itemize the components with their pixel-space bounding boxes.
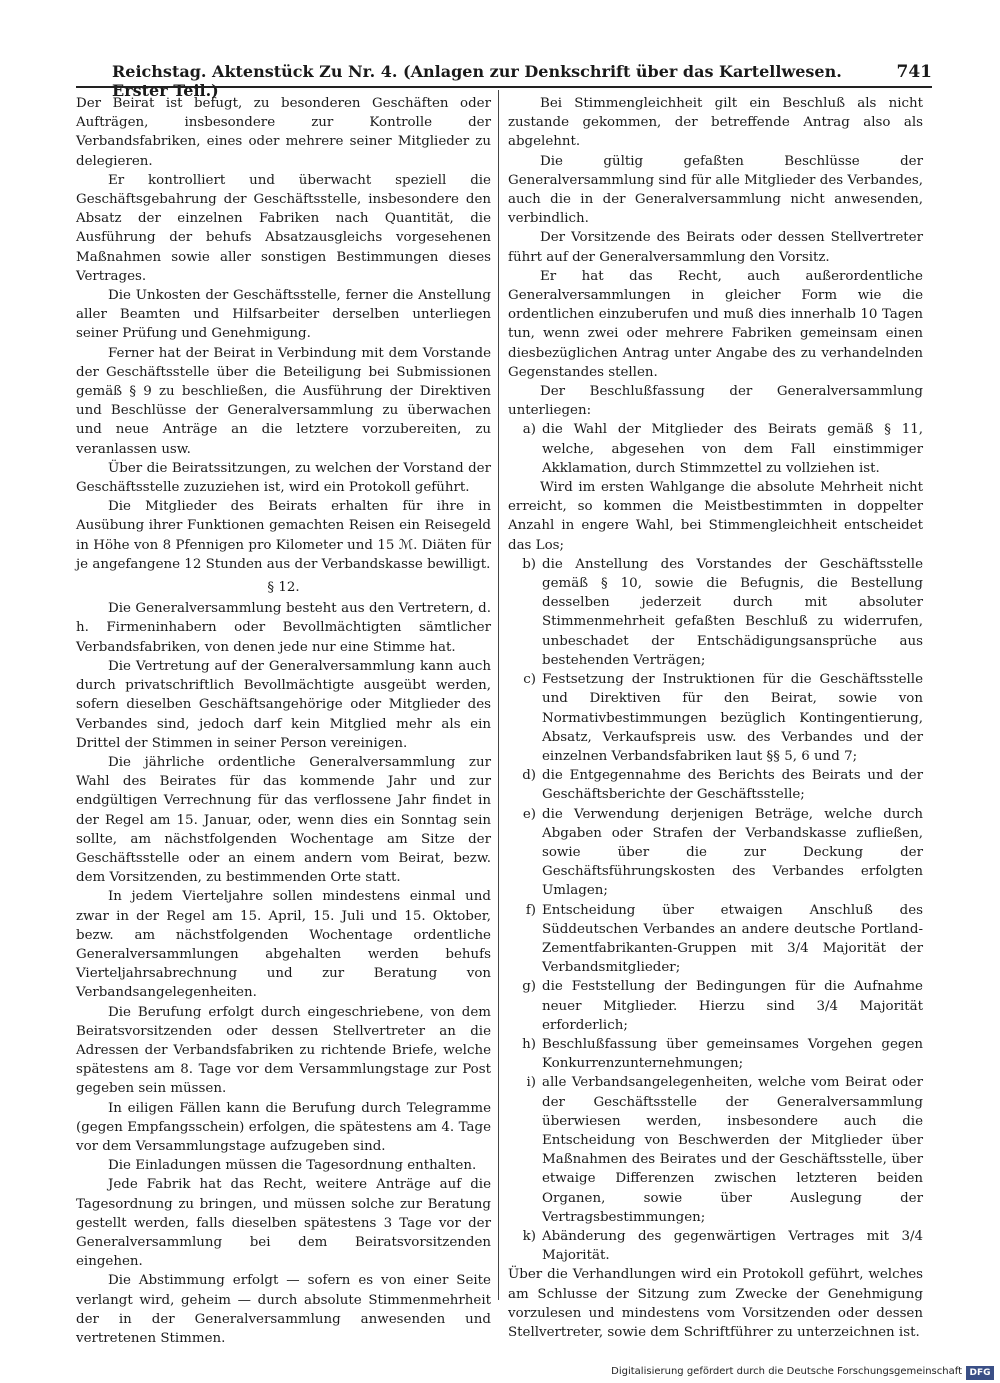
list-item-text: die Verwendung derjenigen Beträge, welche durch Abgaben oder Strafen der Verbandskasse zufließen, sowie über die zur Deckung der Geschäftsführungskosten des Verbandes erfolgten Umlagen;: [542, 806, 923, 899]
paragraph: Die jährliche ordentliche Generalversammlung zur Wahl des Beirates für das kommende Jahr und zur endgültigen Verrechnung für das verflossene Jahr findet in der Regel am 15. Januar, oder, wenn dies ein Sonntag sein sollte, am nächstfolgenden Wochentage am Sitze der Geschäftsstelle oder an einem andern vom Beirat, bezw. dem Vorsitzenden, zu bestimmenden Orte statt.: [76, 754, 491, 886]
paragraph: Die Vertretung auf der Generalversammlung kann auch durch privatschriftlich Bevollmächtigte ausgeübt werden, sofern dieselben Geschäftsangehörige oder Mitglieder des Verbandes sind, jedoch darf kein Mitglied mehr als ein Drittel der Stimmen in seiner Person vereinigen.: [76, 658, 491, 751]
list-item-text: Beschlußfassung über gemeinsames Vorgehen gegen Konkurrenzunternehmungen;: [542, 1036, 923, 1072]
paragraph: Der Vorsitzende des Beirats oder dessen Stellvertreter führt auf der Generalversammlung den Vorsitz.: [508, 230, 923, 265]
list-item-marker: a): [522, 422, 536, 438]
paragraph: Bei Stimmengleichheit gilt ein Beschluß als nicht zustande gekommen, der betreffende Antrag also als abgelehnt.: [508, 96, 923, 150]
section-heading: § 12.: [267, 580, 300, 596]
paragraph: Die Mitglieder des Beirats erhalten für ihre in Ausübung ihrer Funktionen gemachten Reisen ein Reisegeld in Höhe von 8 Pfennigen pro Kilometer und 15 ℳ. Diäten für je angefangene 12 Stunden aus der Verbandskasse bewilligt.: [76, 499, 491, 572]
footer: [0, 1366, 1000, 1382]
paragraph: Die Einladungen müssen die Tagesordnung enthalten.: [108, 1158, 477, 1174]
list-item-text: Entscheidung über etwaigen Anschluß des Süddeutschen Verbandes an andere deutsche Portland-Zementfabrikanten-Gruppen mit 3/4 Majorität der Verbandsmitglieder;: [542, 902, 923, 976]
list-item: [508, 555, 923, 670]
right-column: [508, 94, 923, 1342]
paragraph: Der Beirat ist befugt, zu besonderen Geschäften oder Aufträgen, insbesondere zur Kontrolle der Verbandsfabriken, eines oder mehrere seiner Mitglieder zu delegieren.: [76, 96, 491, 169]
paragraph: Die Abstimmung erfolgt — sofern es von einer Seite verlangt wird, geheim — durch absolute Stimmenmehrheit der in der Generalversammlung anwesenden und vertretenen Stimmen.: [76, 1273, 491, 1346]
list-item: [508, 1227, 923, 1265]
paragraph: Die Berufung erfolgt durch eingeschriebene, von dem Beiratsvorsitzenden oder dessen Stellvertreter an die Adressen der Verbandsfabriken zu richtende Briefe, welche spätestens am 8. Tage vor dem Versammlungstage zur Post gegeben sein müssen.: [76, 1004, 491, 1097]
paragraph: In jedem Vierteljahre sollen mindestens einmal und zwar in der Regel am 15. April, 15. Juli und 15. Oktober, bezw. am nächstfolgenden Wochentage ordentliche Generalversammlungen abgehalten werden behufs Vierteljahrsabrechnung und zur Beratung von Verbandsangelegenheiten.: [76, 889, 491, 1001]
list-item: [508, 1035, 923, 1073]
closing-paragraph: Über die Verhandlungen wird ein Protokoll geführt, welches am Schlusse der Sitzung zum Zwecke der Genehmigung vorzulesen und mindestens vom Vorsitzenden oder dessen Stellvertreter, sowie dem Schriftführer zu unterzeichnen ist.: [508, 1267, 923, 1340]
paragraph: In eiligen Fällen kann die Berufung durch Telegramme (gegen Empfangsschein) erfolgen, die spätestens am 4. Tage vor dem Versammlungstage aufzugeben sind.: [76, 1100, 491, 1154]
list-item-text: die Feststellung der Bedingungen für die Aufnahme neuer Mitglieder. Hierzu sind 3/4 Majorität erforderlich;: [542, 979, 923, 1033]
paragraph: Die Generalversammlung besteht aus den Vertretern, d. h. Firmeninhabern oder Bevollmächtigten sämtlicher Verbandsfabriken, von denen jede nur eine Stimme hat.: [76, 601, 491, 655]
list-item-marker: g): [522, 979, 536, 995]
paragraph: Über die Beiratssitzungen, zu welchen der Vorstand der Geschäftsstelle zuzuziehen ist, wird ein Protokoll geführt.: [76, 460, 491, 496]
list-item-marker: i): [526, 1075, 536, 1091]
list-item-marker: d): [522, 768, 536, 784]
paragraph: Er hat das Recht, auch außerordentliche Generalversammlungen in gleicher Form wie die ordentlichen einzuberufen und muß dies innerhalb 10 Tagen tun, wenn zwei oder mehrere Fabriken gemeinsam einen diesbezüglichen Antrag unter Angabe des zu verhandelnden Gegenstandes stellen.: [508, 268, 923, 380]
running-title: Reichstag. Aktenstück Zu Nr. 4. (Anlagen zur Denkschrift über das Kartellwesen. Erster Teil.): [112, 62, 842, 100]
left-column: [76, 94, 491, 1348]
paragraph: Er kontrolliert und überwacht speziell die Geschäftsgebahrung der Geschäftsstelle, insbesondere den Absatz der einzelnen Fabriken nach Quantität, die Ausführung der behufs Absatzausgleichs vorgesehenen Maßnahmen sowie aller sonstigen Bestimmungen dieses Vertrages.: [76, 172, 491, 284]
list-item: [508, 805, 923, 901]
list-item-text: die Wahl der Mitglieder des Beirats gemäß § 11, welche, abgesehen von dem Fall einstimmiger Akklamation, durch Stimmzettel zu vollziehen ist.: [542, 422, 923, 476]
list-item-text: die Entgegennahme des Berichts des Beirats und der Geschäftsberichte der Geschäftsstelle;: [542, 768, 923, 803]
paragraph: Jede Fabrik hat das Recht, weitere Anträge auf die Tagesordnung zu bringen, und müssen solche zur Beratung gestellt werden, falls dieselben spätestens 3 Tage vor der Generalversammlung bei dem Beiratsvorsitzenden eingehen.: [76, 1177, 491, 1270]
paragraph: Die gültig gefaßten Beschlüsse der Generalversammlung sind für alle Mitglieder des Verbandes, auch die in der Generalversammlung nicht anwesenden, verbindlich.: [508, 153, 923, 227]
list-item-marker: e): [522, 806, 536, 822]
column-divider: [498, 90, 499, 1300]
paragraph: Der Beschlußfassung der Generalversammlung unterliegen:: [508, 384, 923, 419]
footer-credit: Digitalisierung gefördert durch die Deutsche Forschungsgemeinschaft: [611, 1366, 962, 1377]
list-item: [508, 977, 923, 1035]
list-item: [508, 420, 923, 478]
list-item-text: Festsetzung der Instruktionen für die Geschäftsstelle und Direktiven für den Beirat, sowie von Normativbestimmungen bezüglich Kontingentierung, Absatz, Verkaufspreis usw. des Verbandes und der einzelnen Verbandsfabriken laut §§ 5, 6 und 7;: [542, 672, 923, 764]
list-item: [508, 670, 923, 766]
list-item: [508, 901, 923, 978]
page-number: 741: [896, 62, 932, 82]
list-item-text: alle Verbandsangelegenheiten, welche vom Beirat oder der Geschäftsstelle der Generalversammlung überwiesen werden, insbesondere auch die Entscheidung von Beschwerden der Mitglieder über Maßnahmen des Beirates und der Geschäftsstelle, über etwaige Differenzen zwischen letzteren beiden Organen, sowie über Auslegung der Vertragsbestimmungen;: [542, 1075, 923, 1225]
dfg-logo: DFG: [966, 1366, 994, 1380]
paragraph: Die Unkosten der Geschäftsstelle, ferner die Anstellung aller Beamten und Hilfsarbeiter derselben unterliegen seiner Prüfung und Genehmigung.: [76, 288, 491, 342]
list-item-marker: b): [522, 556, 536, 572]
list-item-continuation: Wird im ersten Wahlgange die absolute Mehrheit nicht erreicht, so kommen die Meistbestimmten in doppelter Anzahl in engere Wahl, bei Stimmengleichheit entscheidet das Los;: [508, 480, 923, 553]
header-rule: [76, 86, 932, 88]
list-item-marker: h): [522, 1036, 536, 1052]
list-item-text: die Anstellung des Vorstandes der Geschäftsstelle gemäß § 10, sowie die Befugnis, die Bestellung desselben jederzeit durch mit absoluter Stimmenmehrheit gefaßten Beschluß zu widerrufen, unbeschadet der Entschädigungsansprüche aus bestehenden Verträgen;: [542, 556, 923, 668]
list-item-marker: f): [525, 902, 536, 918]
list-item: [508, 1073, 923, 1227]
list-item-marker: k): [522, 1228, 536, 1244]
list-item-text: Abänderung des gegenwärtigen Vertrages mit 3/4 Majorität.: [542, 1228, 923, 1264]
list-item: [508, 766, 923, 804]
paragraph: Ferner hat der Beirat in Verbindung mit dem Vorstande der Geschäftsstelle über die Beteiligung bei Submissionen gemäß § 9 zu beschließen, die Ausführung der Direktiven und Beschlüsse der Generalversammlung zu überwachen und neue Anträge an die letztere vorzubereiten, zu veranlassen usw.: [76, 345, 491, 457]
list-item-marker: c): [523, 672, 536, 688]
